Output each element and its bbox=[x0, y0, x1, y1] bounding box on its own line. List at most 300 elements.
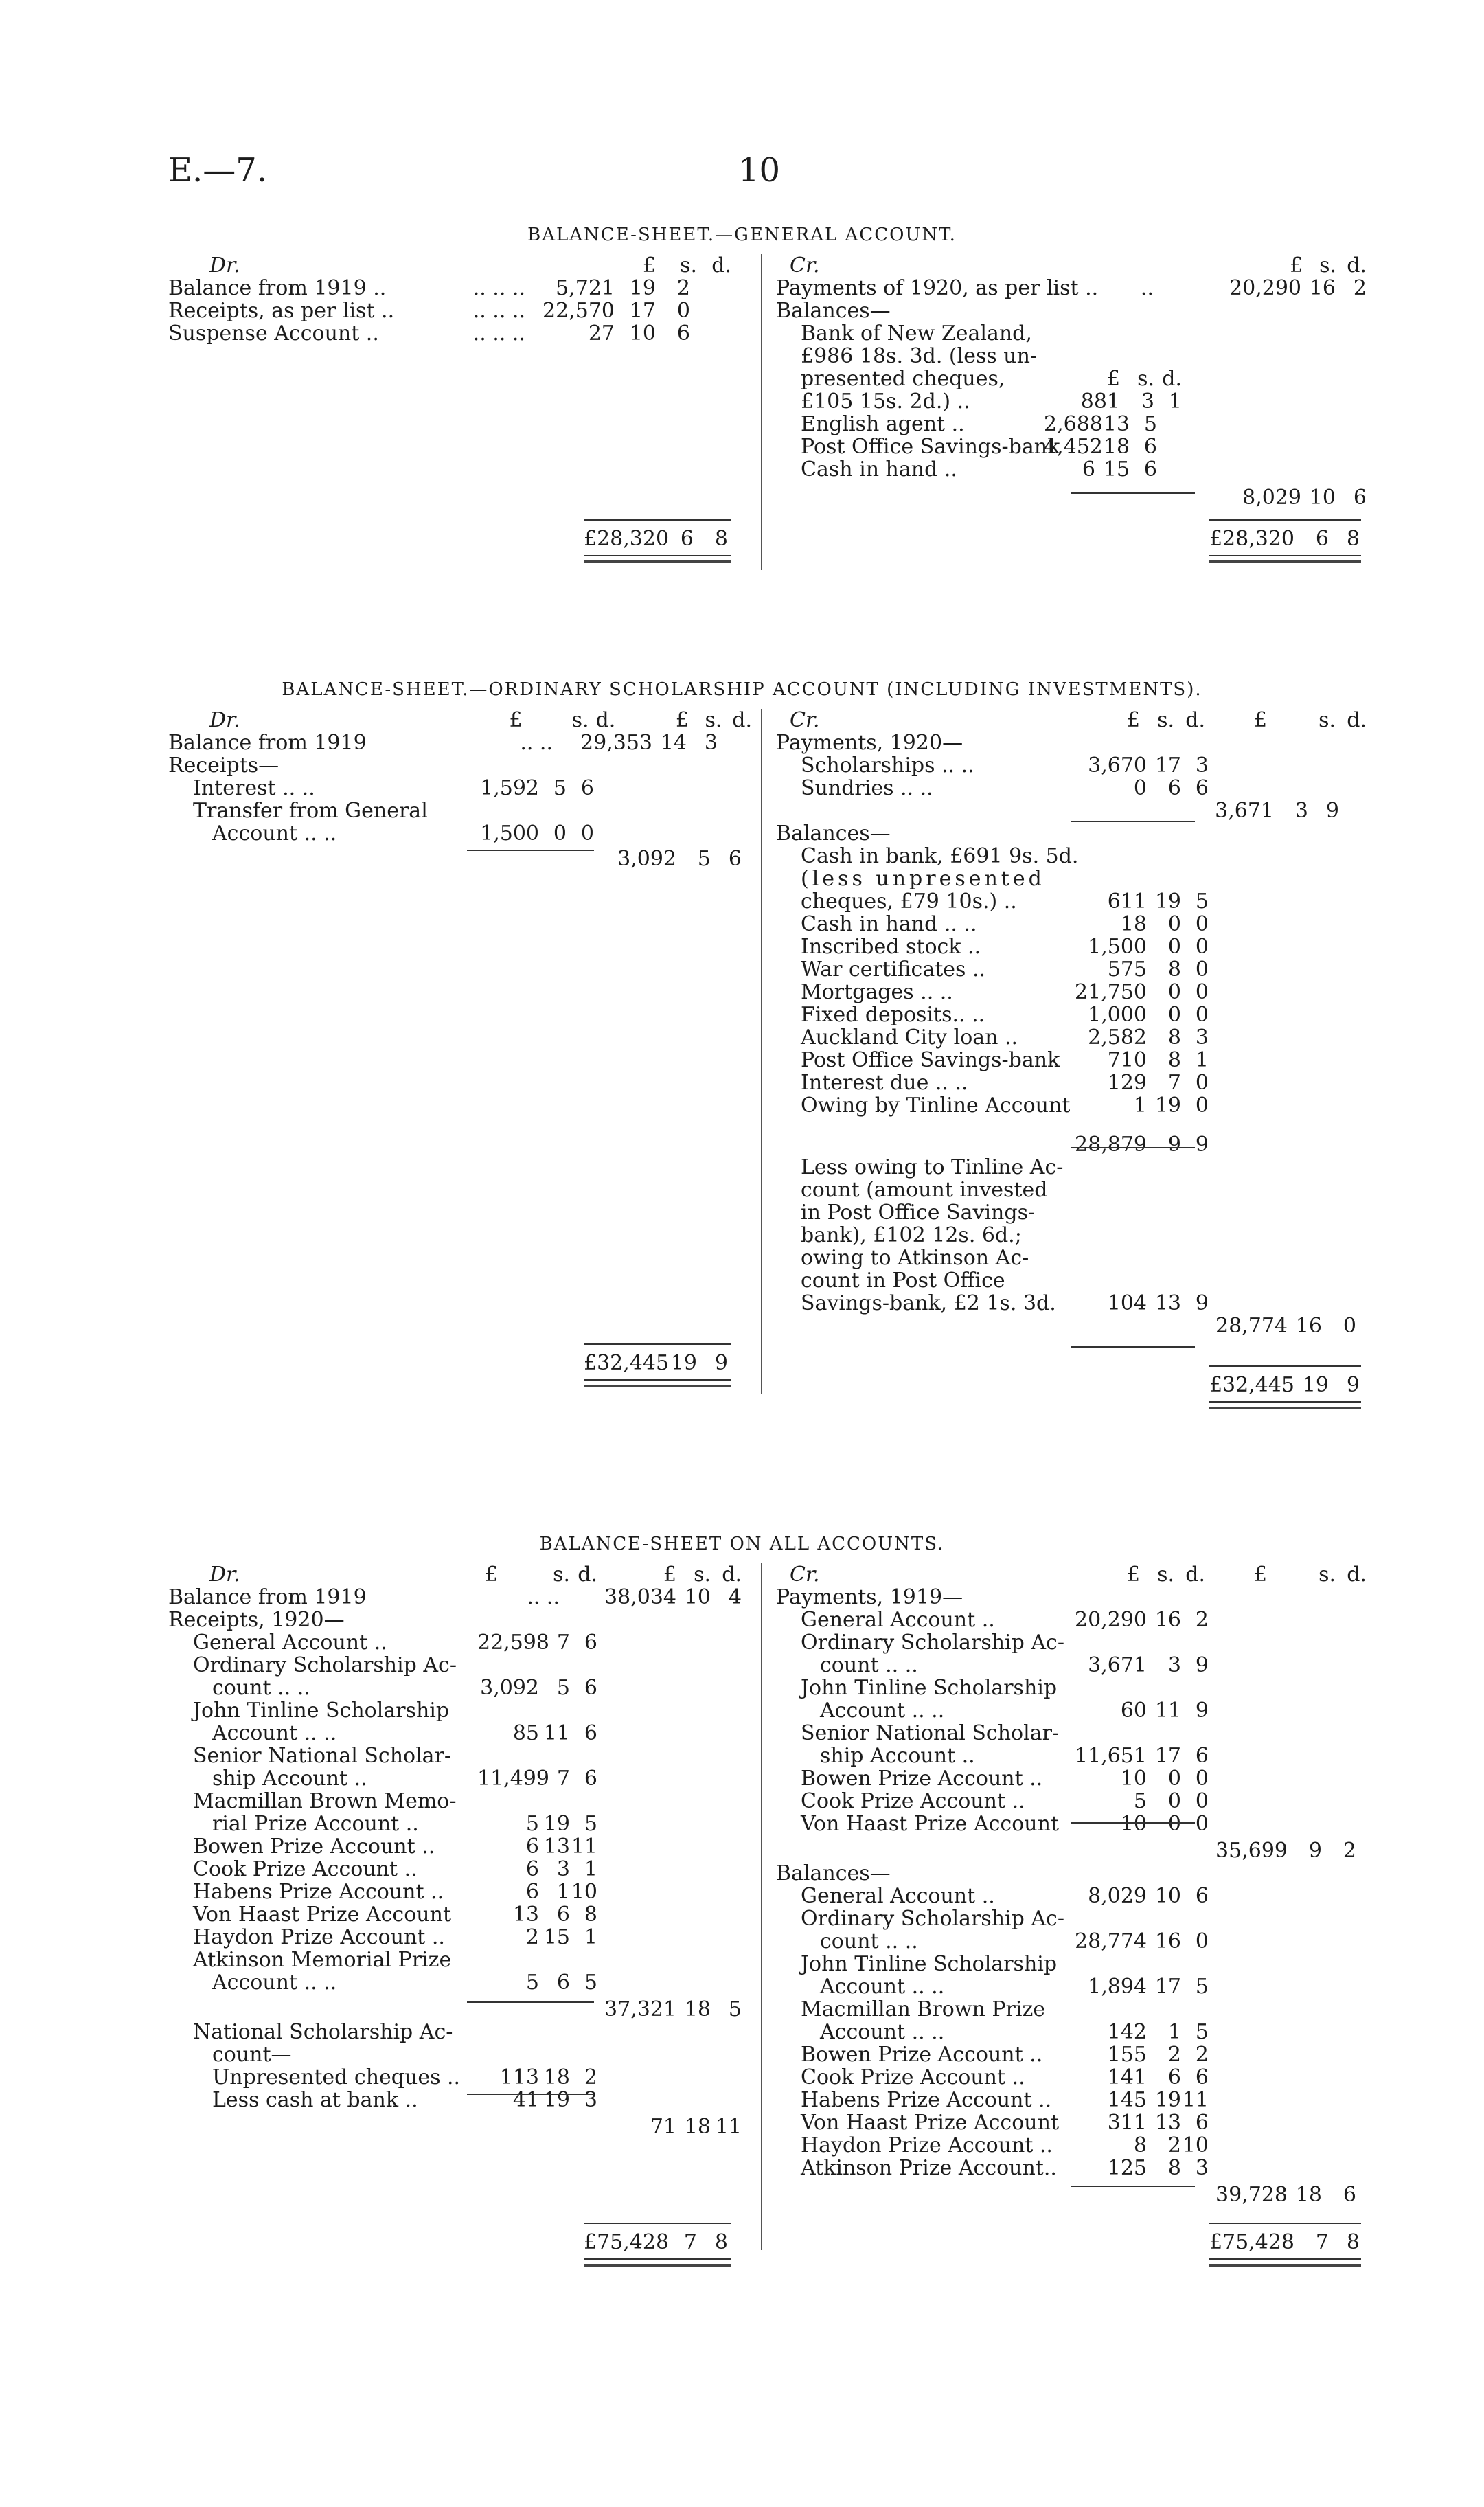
amount-shillings: 7 bbox=[556, 1631, 570, 1655]
row-label: count (amount invested bbox=[801, 1179, 1048, 1201]
amount-shillings: 0 bbox=[1167, 1812, 1181, 1836]
ordinary-cr-less-row bbox=[776, 1224, 1380, 1247]
double-rule bbox=[1209, 2258, 1361, 2267]
amount-pence: 2 bbox=[584, 2065, 597, 2089]
amount-pounds: 37,321 bbox=[604, 1997, 676, 2021]
row-label: Payments of 1920, as per list .. bbox=[776, 277, 1099, 299]
amount-shillings: 2 bbox=[1167, 2133, 1181, 2157]
amount-pounds: 142 bbox=[1107, 2020, 1147, 2044]
amount-pence: 0 bbox=[1195, 1767, 1209, 1791]
amount-pounds: 8 bbox=[1133, 2133, 1147, 2157]
rule bbox=[467, 2094, 594, 2095]
col-head-s: s. bbox=[705, 708, 722, 732]
row-label: Account .. .. bbox=[820, 1699, 945, 1722]
amount-pounds: 3,092 bbox=[617, 847, 676, 871]
amount-pence: 9 bbox=[1195, 1699, 1209, 1723]
amount-pounds: 28,879 bbox=[1075, 1133, 1147, 1157]
amount-pence: 0 bbox=[1195, 912, 1209, 936]
amount-pounds: 1 bbox=[1133, 1093, 1147, 1118]
amount-pounds: 5 bbox=[525, 1971, 539, 1995]
amount-shillings: 0 bbox=[1167, 912, 1181, 936]
ordinary-cr-balance-row bbox=[776, 1049, 1380, 1071]
amount-shillings: 7 bbox=[683, 2230, 697, 2254]
column-divider bbox=[761, 1563, 762, 2250]
amount-pounds: 35,699 bbox=[1215, 1839, 1288, 1863]
amount-pence: 11 bbox=[571, 1835, 597, 1859]
amount-shillings: 8 bbox=[1167, 1025, 1181, 1050]
amount-shillings: 14 bbox=[660, 731, 687, 755]
amount-pounds: 4,452 bbox=[1044, 435, 1103, 459]
amount-pence: 6 bbox=[1353, 486, 1367, 510]
all-cr-balance-row bbox=[776, 2134, 1380, 2157]
cr-label: Cr. bbox=[790, 709, 820, 731]
row-label: Inscribed stock .. bbox=[801, 935, 981, 958]
row-label: Sundries .. .. bbox=[801, 777, 933, 799]
amount-pence: 10 bbox=[571, 1880, 597, 1904]
all-dr-receipt-row bbox=[168, 1722, 752, 1745]
row-label: Bowen Prize Account .. bbox=[193, 1835, 435, 1858]
amount-pence: 6 bbox=[1143, 457, 1157, 481]
row-label: Mortgages .. .. bbox=[801, 981, 953, 1003]
row-label: Scholarships .. .. bbox=[801, 754, 974, 777]
all-dr-receipt-row bbox=[168, 1767, 752, 1790]
amount-pounds: 1,894 bbox=[1088, 1975, 1147, 1999]
amount-pounds: 2,582 bbox=[1088, 1025, 1147, 1050]
amount-pounds: 10 bbox=[1120, 1812, 1147, 1836]
all-dr-receipt-row bbox=[168, 1631, 752, 1654]
row-label: War certificates .. bbox=[801, 958, 986, 981]
row-label: Senior National Scholar- bbox=[193, 1745, 452, 1767]
col-head-s: s. bbox=[1319, 1563, 1336, 1587]
amount-pounds: £75,428 bbox=[1209, 2230, 1294, 2254]
amount-shillings: 19 bbox=[543, 1812, 570, 1836]
amount-pounds: 39,728 bbox=[1215, 2183, 1288, 2207]
amount-shillings: 19 bbox=[543, 2088, 570, 2112]
ordinary-cr-balance-row bbox=[776, 958, 1380, 981]
amount-pence: 0 bbox=[1195, 1071, 1209, 1095]
all-cr-total bbox=[1209, 2231, 1367, 2254]
row-label: Post Office Savings-bank bbox=[801, 435, 1060, 458]
all-cr-balance-row bbox=[776, 1885, 1380, 1907]
row-label: rial Prize Account .. bbox=[212, 1813, 419, 1835]
rule bbox=[1071, 1346, 1195, 1348]
general-cr-balance-row bbox=[776, 435, 1367, 458]
amount-pence: 6 bbox=[584, 1631, 597, 1655]
row-label: National Scholarship Ac- bbox=[193, 2021, 453, 2043]
balances-label: Balances— bbox=[776, 1862, 891, 1885]
row-label: John Tinline Scholarship bbox=[193, 1699, 450, 1722]
amount-shillings: 3 bbox=[1141, 389, 1154, 413]
amount-pounds: 1,500 bbox=[1088, 935, 1147, 959]
receipts-label: Receipts— bbox=[168, 754, 279, 777]
ordinary-cr-less-row bbox=[776, 1269, 1380, 1292]
amount-shillings: 18 bbox=[1103, 435, 1130, 459]
amount-shillings: 17 bbox=[1154, 1975, 1181, 1999]
amount-shillings: 7 bbox=[1167, 1071, 1181, 1095]
amount-pounds: 28,774 bbox=[1075, 1929, 1147, 1953]
row-label: John Tinline Scholarship bbox=[801, 1677, 1058, 1699]
row-label: Interest .. .. bbox=[193, 777, 315, 799]
general-dr-row bbox=[168, 277, 738, 299]
all-cr-balance-row bbox=[776, 2021, 1380, 2043]
general-cr-balance-row bbox=[776, 413, 1367, 435]
amount-pounds: 38,034 bbox=[604, 1585, 676, 1609]
row-label: Savings-bank, £2 1s. 3d. bbox=[801, 1292, 1056, 1315]
amount-pounds: £75,428 bbox=[584, 2230, 670, 2254]
row-label: Interest due .. .. bbox=[801, 1071, 968, 1094]
amount-shillings: 6 bbox=[556, 1903, 570, 1927]
amount-pence: 3 bbox=[704, 731, 718, 755]
amount-pence: 1 bbox=[1195, 1048, 1209, 1072]
amount-pence: 5 bbox=[1195, 889, 1209, 914]
col-head-d: d. bbox=[722, 1563, 742, 1587]
ordinary-cr-less-row bbox=[776, 1156, 1380, 1179]
amount-shillings: 17 bbox=[629, 299, 656, 323]
amount-pence: 9 bbox=[714, 1351, 728, 1375]
rule bbox=[467, 2001, 594, 2003]
amount-pence: 5 bbox=[1195, 2020, 1209, 2044]
amount-pounds: 611 bbox=[1107, 889, 1147, 914]
payments-label: Payments, 1919— bbox=[776, 1586, 963, 1609]
amount-pounds: 3,671 bbox=[1215, 799, 1274, 823]
rule bbox=[584, 519, 731, 521]
amount-shillings: 3 bbox=[1167, 1653, 1181, 1677]
ordinary-cr-balance-row bbox=[776, 935, 1380, 958]
amount-pounds: 1,000 bbox=[1088, 1003, 1147, 1027]
double-rule bbox=[1209, 1401, 1361, 1409]
row-label: Cash in hand .. .. bbox=[801, 913, 977, 935]
amount-pounds: 113 bbox=[499, 2065, 539, 2089]
dots: .. .. bbox=[527, 1586, 560, 1609]
amount-pence: 6 bbox=[584, 1721, 597, 1745]
all-dr-receipt-row bbox=[168, 1835, 752, 1858]
amount-shillings: 5 bbox=[556, 1676, 570, 1700]
amount-shillings: 9 bbox=[1167, 1133, 1181, 1157]
amount-pounds: 22,570 bbox=[543, 299, 615, 323]
col-head-d: d. bbox=[1185, 708, 1205, 732]
row-label: Von Haast Prize Account bbox=[801, 2111, 1059, 2134]
amount-pounds: 5 bbox=[1133, 1789, 1147, 1813]
amount-pence: 6 bbox=[728, 847, 742, 871]
row-label: in Post Office Savings- bbox=[801, 1201, 1036, 1224]
amount-shillings: 7 bbox=[1315, 2230, 1329, 2254]
all-cr-balance-row bbox=[776, 2157, 1380, 2179]
all-dr-receipt-row bbox=[168, 1699, 752, 1722]
all-dr-receipt-row bbox=[168, 1971, 752, 1994]
col-head-s: s. bbox=[694, 1563, 711, 1587]
amount-shillings: 19 bbox=[1154, 2088, 1181, 2112]
amount-pence: 1 bbox=[1168, 389, 1182, 413]
row-label: General Account .. bbox=[801, 1885, 995, 1907]
row-label: Fixed deposits.. .. bbox=[801, 1003, 985, 1026]
amount-pence: 0 bbox=[1343, 1314, 1356, 1338]
amount-shillings: 18 bbox=[1295, 2183, 1322, 2207]
col-head-s: s. bbox=[553, 1563, 570, 1587]
col-head-s: s. bbox=[1137, 367, 1154, 391]
row-label: Ordinary Scholarship Ac- bbox=[801, 1631, 1064, 1654]
ordinary-cr-balance-row bbox=[776, 981, 1380, 1003]
amount-pounds: 125 bbox=[1107, 2156, 1147, 2180]
rule bbox=[1209, 519, 1361, 521]
row-label: Auckland City loan .. bbox=[801, 1026, 1018, 1049]
all-dr-total bbox=[584, 2231, 735, 2254]
row-label: ship Account .. bbox=[820, 1745, 975, 1767]
amount-pounds: 28,774 bbox=[1215, 1314, 1288, 1338]
amount-pence: 5 bbox=[1195, 1975, 1209, 1999]
amount-shillings: 3 bbox=[556, 1857, 570, 1881]
amount-pence: 6 bbox=[1343, 2183, 1356, 2207]
amount-pounds: 71 bbox=[650, 2115, 676, 2139]
amount-pounds: 6 bbox=[1082, 457, 1095, 481]
amount-pounds: 41 bbox=[512, 2088, 539, 2112]
col-head-s: s. bbox=[1319, 253, 1337, 277]
col-head-d: d. bbox=[1347, 708, 1367, 732]
all-cr-payment-row bbox=[776, 1631, 1380, 1654]
all-accounts-title: BALANCE-SHEET ON ALL ACCOUNTS. bbox=[539, 1534, 945, 1554]
amount-shillings: 11 bbox=[1154, 1699, 1181, 1723]
row-label: Haydon Prize Account .. bbox=[193, 1926, 445, 1949]
amount-pounds: 29,353 bbox=[580, 731, 652, 755]
amount-pounds: 3,670 bbox=[1088, 753, 1147, 778]
amount-shillings: 0 bbox=[553, 821, 567, 846]
amount-pounds: 20,290 bbox=[1075, 1608, 1147, 1632]
amount-shillings: 5 bbox=[553, 776, 567, 800]
ordinary-cr-column bbox=[776, 709, 1380, 1337]
row-label: count— bbox=[212, 2043, 292, 2066]
amount-pounds: £28,320 bbox=[1209, 527, 1294, 551]
amount-pence: 6 bbox=[584, 1676, 597, 1700]
amount-pounds: 11,499 bbox=[477, 1767, 549, 1791]
all-dr-receipt-row bbox=[168, 1881, 752, 1903]
rule bbox=[1071, 1147, 1195, 1148]
ordinary-cr-less-row bbox=[776, 1201, 1380, 1224]
all-cr-balance-row bbox=[776, 2089, 1380, 2111]
rule bbox=[1209, 2223, 1361, 2224]
amount-pence: 0 bbox=[580, 821, 594, 846]
amount-pence: 6 bbox=[1143, 435, 1157, 459]
rule bbox=[1071, 492, 1195, 494]
amount-pence: 9 bbox=[1195, 1133, 1209, 1157]
amount-pounds: 710 bbox=[1107, 1048, 1147, 1072]
general-dr-column bbox=[168, 254, 738, 345]
general-dr-header bbox=[168, 254, 738, 277]
amount-shillings: 6 bbox=[1315, 527, 1329, 551]
amount-shillings: 1 bbox=[556, 1880, 570, 1904]
payments-label: Payments, 1920— bbox=[776, 731, 963, 754]
all-cr-payment-row bbox=[776, 1699, 1380, 1722]
col-head-pound: £ bbox=[1126, 708, 1140, 732]
dr-label: Dr. bbox=[209, 254, 240, 277]
ordinary-cr-balance-row bbox=[776, 1094, 1380, 1117]
amount-pence: 8 bbox=[584, 1903, 597, 1927]
all-dr-receipt-row bbox=[168, 1858, 752, 1881]
amount-pounds: 141 bbox=[1107, 2065, 1147, 2089]
row-label: Account .. .. bbox=[212, 1971, 337, 1994]
amount-pounds: £32,445 bbox=[584, 1351, 670, 1375]
amount-shillings: 9 bbox=[1308, 1839, 1322, 1863]
amount-pence: 9 bbox=[1195, 1291, 1209, 1315]
row-label: Ordinary Scholarship Ac- bbox=[801, 1907, 1064, 1930]
col-head-s: s. bbox=[680, 253, 697, 277]
amount-shillings: 2 bbox=[1167, 2043, 1181, 2067]
amount-shillings: 17 bbox=[1154, 753, 1181, 778]
amount-shillings: 18 bbox=[543, 2065, 570, 2089]
amount-pounds: 8,029 bbox=[1088, 1884, 1147, 1908]
all-cr-payment-row bbox=[776, 1677, 1380, 1699]
amount-pence: 6 bbox=[1195, 2111, 1209, 2135]
amount-pounds: 145 bbox=[1107, 2088, 1147, 2112]
amount-shillings: 16 bbox=[1295, 1314, 1322, 1338]
amount-pence: 0 bbox=[1195, 1789, 1209, 1813]
amount-pence: 0 bbox=[676, 299, 690, 323]
amount-pounds: 1,500 bbox=[480, 821, 539, 846]
ordinary-cr-less-row bbox=[776, 1247, 1380, 1269]
all-cr-balance-row bbox=[776, 2043, 1380, 2066]
amount-pence: 4 bbox=[728, 1585, 742, 1609]
amount-pounds: 129 bbox=[1107, 1071, 1147, 1095]
all-dr-receipt-row bbox=[168, 1790, 752, 1813]
all-cr-balance-row bbox=[776, 1907, 1380, 1930]
ordinary-cr-balance-row bbox=[776, 1071, 1380, 1094]
amount-shillings: 6 bbox=[680, 527, 694, 551]
amount-pounds: 5 bbox=[525, 1812, 539, 1836]
amount-pence: 6 bbox=[584, 1767, 597, 1791]
dots: .. .. bbox=[520, 731, 553, 754]
row-label: £105 15s. 2d.) .. bbox=[801, 390, 970, 413]
amount-shillings: 16 bbox=[1309, 276, 1336, 300]
rule bbox=[584, 1343, 731, 1345]
amount-pence: 5 bbox=[1143, 412, 1157, 436]
ordinary-cr-payment-row bbox=[776, 754, 1380, 777]
all-dr-column bbox=[168, 1563, 752, 2138]
amount-pence: 0 bbox=[1195, 935, 1209, 959]
double-rule bbox=[1209, 555, 1361, 563]
amount-shillings: 17 bbox=[1154, 1744, 1181, 1768]
amount-pounds: 27 bbox=[588, 321, 615, 345]
cr-label: Cr. bbox=[790, 1563, 820, 1586]
amount-shillings: 19 bbox=[1302, 1373, 1329, 1397]
amount-pence: 5 bbox=[728, 1997, 742, 2021]
ordinary-cr-less-row bbox=[776, 1292, 1380, 1315]
amount-pence: 1 bbox=[584, 1925, 597, 1949]
amount-pounds: £28,320 bbox=[584, 527, 670, 551]
row-label: Account .. .. bbox=[212, 822, 337, 845]
general-dr-row bbox=[168, 299, 738, 322]
all-cr-payment-row bbox=[776, 1813, 1380, 1835]
amount-shillings: 19 bbox=[1154, 1093, 1181, 1118]
col-head-d: d. bbox=[711, 253, 731, 277]
amount-pounds: 20,290 bbox=[1229, 276, 1301, 300]
all-cr-balance-row bbox=[776, 1975, 1380, 1998]
row-label: Suspense Account .. bbox=[168, 322, 379, 345]
ordinary-cr-balance-row bbox=[776, 1026, 1380, 1049]
amount-shillings: 6 bbox=[1167, 2065, 1181, 2089]
amount-pence: 6 bbox=[1195, 1744, 1209, 1768]
amount-shillings: 10 bbox=[629, 321, 656, 345]
rule bbox=[584, 2223, 731, 2224]
col-head-s: s. bbox=[1157, 1563, 1174, 1587]
all-cr-column bbox=[776, 1563, 1380, 2206]
amount-pence: 11 bbox=[715, 2115, 742, 2139]
all-cr-payment-row bbox=[776, 1722, 1380, 1745]
row-label: Less cash at bank .. bbox=[212, 2089, 418, 2111]
row-label: Balance from 1919 bbox=[168, 1586, 367, 1609]
amount-pence: 11 bbox=[1182, 2088, 1209, 2112]
rule bbox=[1071, 2186, 1195, 2187]
amount-pence: 8 bbox=[714, 2230, 728, 2254]
amount-shillings: 0 bbox=[1167, 980, 1181, 1004]
dots: .. .. .. bbox=[472, 299, 525, 322]
amount-pounds: 0 bbox=[1133, 776, 1147, 800]
row-label: Bowen Prize Account .. bbox=[801, 2043, 1043, 2066]
row-label: Ordinary Scholarship Ac- bbox=[193, 1654, 457, 1677]
double-rule bbox=[584, 555, 731, 563]
rule bbox=[1071, 1822, 1195, 1824]
double-rule bbox=[584, 2258, 731, 2267]
all-cr-payment-row bbox=[776, 1745, 1380, 1767]
all-dr-receipt-row bbox=[168, 1654, 752, 1677]
row-label: Habens Prize Account .. bbox=[801, 2089, 1052, 2111]
amount-pence: 2 bbox=[1343, 1839, 1356, 1863]
amount-pounds: 8,029 bbox=[1242, 486, 1301, 510]
amount-shillings: 8 bbox=[1167, 957, 1181, 982]
double-rule bbox=[584, 1379, 731, 1387]
amount-pence: 9 bbox=[1195, 1653, 1209, 1677]
row-label: Senior National Scholar- bbox=[801, 1722, 1060, 1745]
amount-shillings: 5 bbox=[697, 847, 711, 871]
amount-pence: 0 bbox=[1195, 1093, 1209, 1118]
amount-shillings: 19 bbox=[670, 1351, 697, 1375]
col-head-pound: £ bbox=[642, 253, 656, 277]
amount-pence: 6 bbox=[1195, 2065, 1209, 2089]
general-dr-total bbox=[584, 528, 735, 550]
amount-pence: 0 bbox=[1195, 980, 1209, 1004]
balances-label: Balances— bbox=[776, 822, 891, 845]
amount-shillings: 13 bbox=[1154, 2111, 1181, 2135]
amount-shillings: 15 bbox=[1103, 457, 1130, 481]
amount-pence: 2 bbox=[1195, 1608, 1209, 1632]
dr-label: Dr. bbox=[209, 709, 240, 731]
amount-pence: 2 bbox=[676, 276, 690, 300]
row-label: General Account .. bbox=[801, 1609, 995, 1631]
row-label: Account .. .. bbox=[820, 2021, 945, 2043]
amount-pence: 2 bbox=[1195, 2043, 1209, 2067]
amount-pence: 3 bbox=[1195, 1025, 1209, 1050]
amount-pounds: 155 bbox=[1107, 2043, 1147, 2067]
amount-pence: 6 bbox=[1195, 1884, 1209, 1908]
row-label: Balance from 1919 bbox=[168, 731, 367, 754]
amount-pounds: 3,671 bbox=[1088, 1653, 1147, 1677]
row-label: English agent .. bbox=[801, 413, 965, 435]
row-label: John Tinline Scholarship bbox=[801, 1953, 1058, 1975]
amount-pence: 5 bbox=[584, 1812, 597, 1836]
general-dr-row bbox=[168, 322, 738, 345]
row-label: ship Account .. bbox=[212, 1767, 367, 1790]
col-head-d: d. bbox=[595, 708, 616, 732]
row-label: Von Haast Prize Account bbox=[193, 1903, 451, 1926]
amount-pounds: 6 bbox=[525, 1835, 539, 1859]
amount-shillings: 13 bbox=[543, 1835, 570, 1859]
col-head-pound: £ bbox=[1126, 1563, 1140, 1587]
rule bbox=[1209, 1365, 1361, 1367]
amount-shillings: 19 bbox=[1154, 889, 1181, 914]
row-label: Account .. .. bbox=[820, 1975, 945, 1998]
amount-pounds: 3,092 bbox=[480, 1676, 539, 1700]
dots: .. bbox=[1140, 277, 1154, 299]
amount-shillings: 15 bbox=[543, 1925, 570, 1949]
row-label: owing to Atkinson Ac- bbox=[801, 1247, 1029, 1269]
amount-pounds: 575 bbox=[1107, 957, 1147, 982]
